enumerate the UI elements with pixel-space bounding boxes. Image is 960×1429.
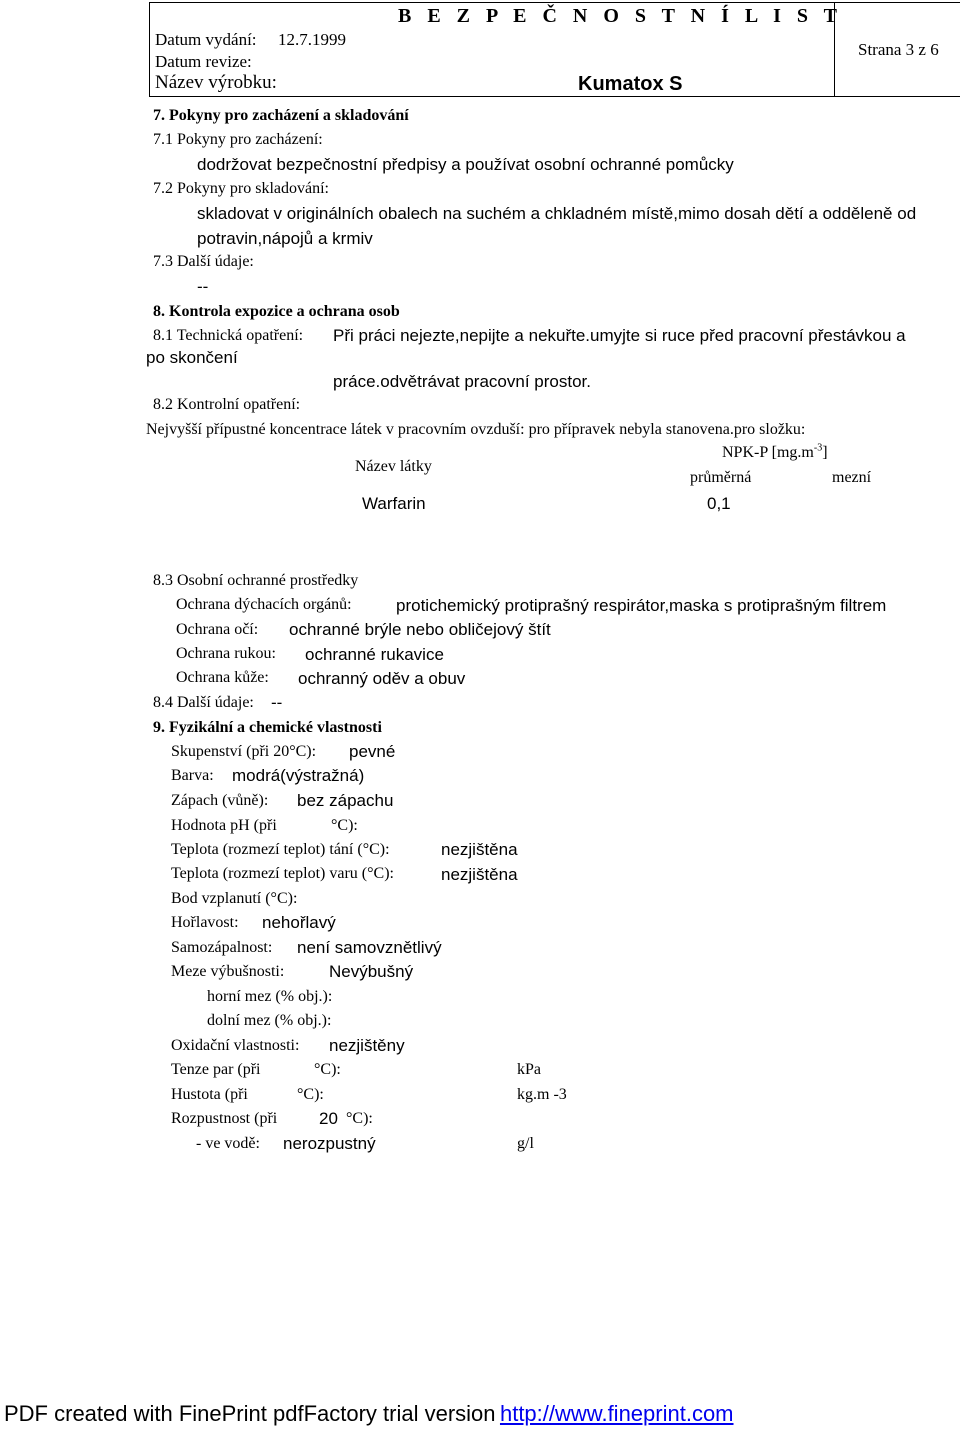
section-7-title: 7. Pokyny pro zacházení a skladování [153, 107, 409, 124]
table-cell-average: 0,1 [707, 494, 731, 513]
vapor-pressure-label: Tenze par (při [171, 1061, 261, 1078]
melting-point-value: nezjištěna [441, 840, 518, 859]
table-header-npk: NPK-P $[mg.m^{-3}]$ [722, 442, 828, 461]
flammability-label: Hořlavost: [171, 914, 239, 931]
color-value: modrá(výstražná) [232, 766, 365, 785]
table-header-average: průměrná [690, 469, 752, 486]
boiling-point-value: nezjištěna [441, 865, 518, 884]
lower-limit-label: dolní mez (% obj.): [207, 1012, 332, 1029]
control-measures-text: Nejvyšší přípustné koncentrace látek v pracovním ovzduší: pro přípravek nebyla stanovena.pro složku: [146, 421, 806, 438]
other-data-8-label: 8.4 Další údaje: [153, 694, 254, 711]
footer-link[interactable]: http://www.fineprint.com [499, 1401, 734, 1426]
flash-point-label: Bod vzplanutí (°C): [171, 890, 298, 907]
density-temp-unit: °C): [297, 1086, 324, 1103]
issue-date: 12.7.1999 [278, 30, 346, 49]
solubility-temp-unit: °C): [346, 1110, 373, 1127]
section-9-title: 9. Fyzikální a chemické vlastnosti [153, 719, 382, 736]
pdf-footer [4, 1403, 734, 1425]
state-label: Skupenství (při 20°C): [171, 743, 317, 760]
footer-text: PDF created with FinePrint pdfFactory trial version [4, 1401, 496, 1426]
solubility-label: Rozpustnost (při [171, 1110, 278, 1127]
revision-date-label: Datum revize: [155, 52, 252, 71]
technical-measures-text-2: po skončení [146, 348, 238, 367]
technical-measures-text-3: práce.odvětrávat pracovní prostor. [333, 372, 591, 391]
eye-protection-value: ochranné brýle nebo obličejový štít [289, 620, 551, 639]
other-data-7-value: -- [197, 277, 209, 296]
water-solubility-unit: g/l [517, 1135, 534, 1152]
vapor-pressure-unit: kPa [517, 1061, 541, 1078]
solubility-temp: 20 [319, 1109, 338, 1128]
self-ignition-value: není samovznětlivý [297, 938, 442, 957]
water-solubility-value: nerozpustný [283, 1134, 376, 1153]
page-number: Strana 3 z 6 [858, 40, 939, 59]
upper-limit-label: horní mez (% obj.): [207, 988, 333, 1005]
melting-point-label: Teplota (rozmezí teplot) tání (°C): [171, 841, 390, 858]
skin-protection-value: ochranný oděv a obuv [298, 669, 466, 688]
density-label: Hustota (při [171, 1086, 248, 1103]
table-cell-substance: Warfarin [362, 494, 426, 513]
explosion-limits-value: Nevýbušný [329, 962, 414, 981]
hand-protection-label: Ochrana rukou: [176, 645, 276, 662]
technical-measures-text-1: Při práci nejezte,nepijte a nekuřte.umyjte si ruce před pracovní přestávkou a [333, 326, 906, 345]
hand-protection-value: ochranné rukavice [305, 645, 444, 664]
other-data-8-value: -- [271, 693, 283, 712]
odor-value: bez zápachu [297, 791, 394, 810]
technical-measures-label: 8.1 Technická opatření: [153, 327, 304, 344]
explosion-limits-label: Meze výbušnosti: [171, 963, 285, 980]
issue-date-label: Datum vydání: [155, 30, 257, 49]
water-solubility-label: - ve vodě: [196, 1135, 260, 1152]
storage-label: 7.2 Pokyny pro skladování: [153, 180, 329, 197]
flammability-value: nehořlavý [262, 913, 336, 932]
table-header-max: mezní [832, 469, 872, 486]
product-name-label: Název výrobku: [155, 72, 277, 93]
oxidizing-label: Oxidační vlastnosti: [171, 1037, 300, 1054]
document-title: B E Z P E Č N O S T N Í L I S T [398, 5, 843, 27]
handling-label: 7.1 Pokyny pro zacházení: [153, 131, 323, 148]
boiling-point-label: Teplota (rozmezí teplot) varu (°C): [171, 865, 394, 882]
table-header-substance: Název látky [355, 458, 432, 475]
oxidizing-value: nezjištěny [329, 1036, 405, 1055]
odor-label: Zápach (vůně): [171, 792, 269, 809]
storage-text-1: skladovat v originálních obalech na suchém a chkladném místě,mimo dosah dětí a odděleně od [197, 204, 917, 223]
ph-label: Hodnota pH (při [171, 817, 277, 834]
skin-protection-label: Ochrana kůže: [176, 669, 269, 686]
section-8-title: 8. Kontrola expozice a ochrana osob [153, 303, 400, 320]
self-ignition-label: Samozápalnost: [171, 939, 273, 956]
other-data-7-label: 7.3 Další údaje: [153, 253, 254, 270]
eye-protection-label: Ochrana očí: [176, 621, 259, 638]
storage-text-2: potravin,nápojů a krmiv [197, 229, 373, 248]
color-label: Barva: [171, 767, 214, 784]
ppe-label: 8.3 Osobní ochranné prostředky [153, 572, 359, 589]
density-unit: kg.m -3 [517, 1086, 567, 1103]
handling-text: dodržovat bezpečnostní předpisy a používat osobní ochranné pomůcky [197, 155, 734, 174]
ph-unit: °C): [331, 817, 358, 834]
state-value: pevné [349, 742, 396, 761]
vapor-pressure-temp-unit: °C): [314, 1061, 341, 1078]
product-name: Kumatox S [578, 73, 683, 95]
respiratory-protection-label: Ochrana dýchacích orgánů: [176, 596, 352, 613]
respiratory-protection-value: protichemický protiprašný respirátor,maska s protiprašným filtrem [396, 596, 887, 615]
control-measures-label: 8.2 Kontrolní opatření: [153, 396, 301, 413]
